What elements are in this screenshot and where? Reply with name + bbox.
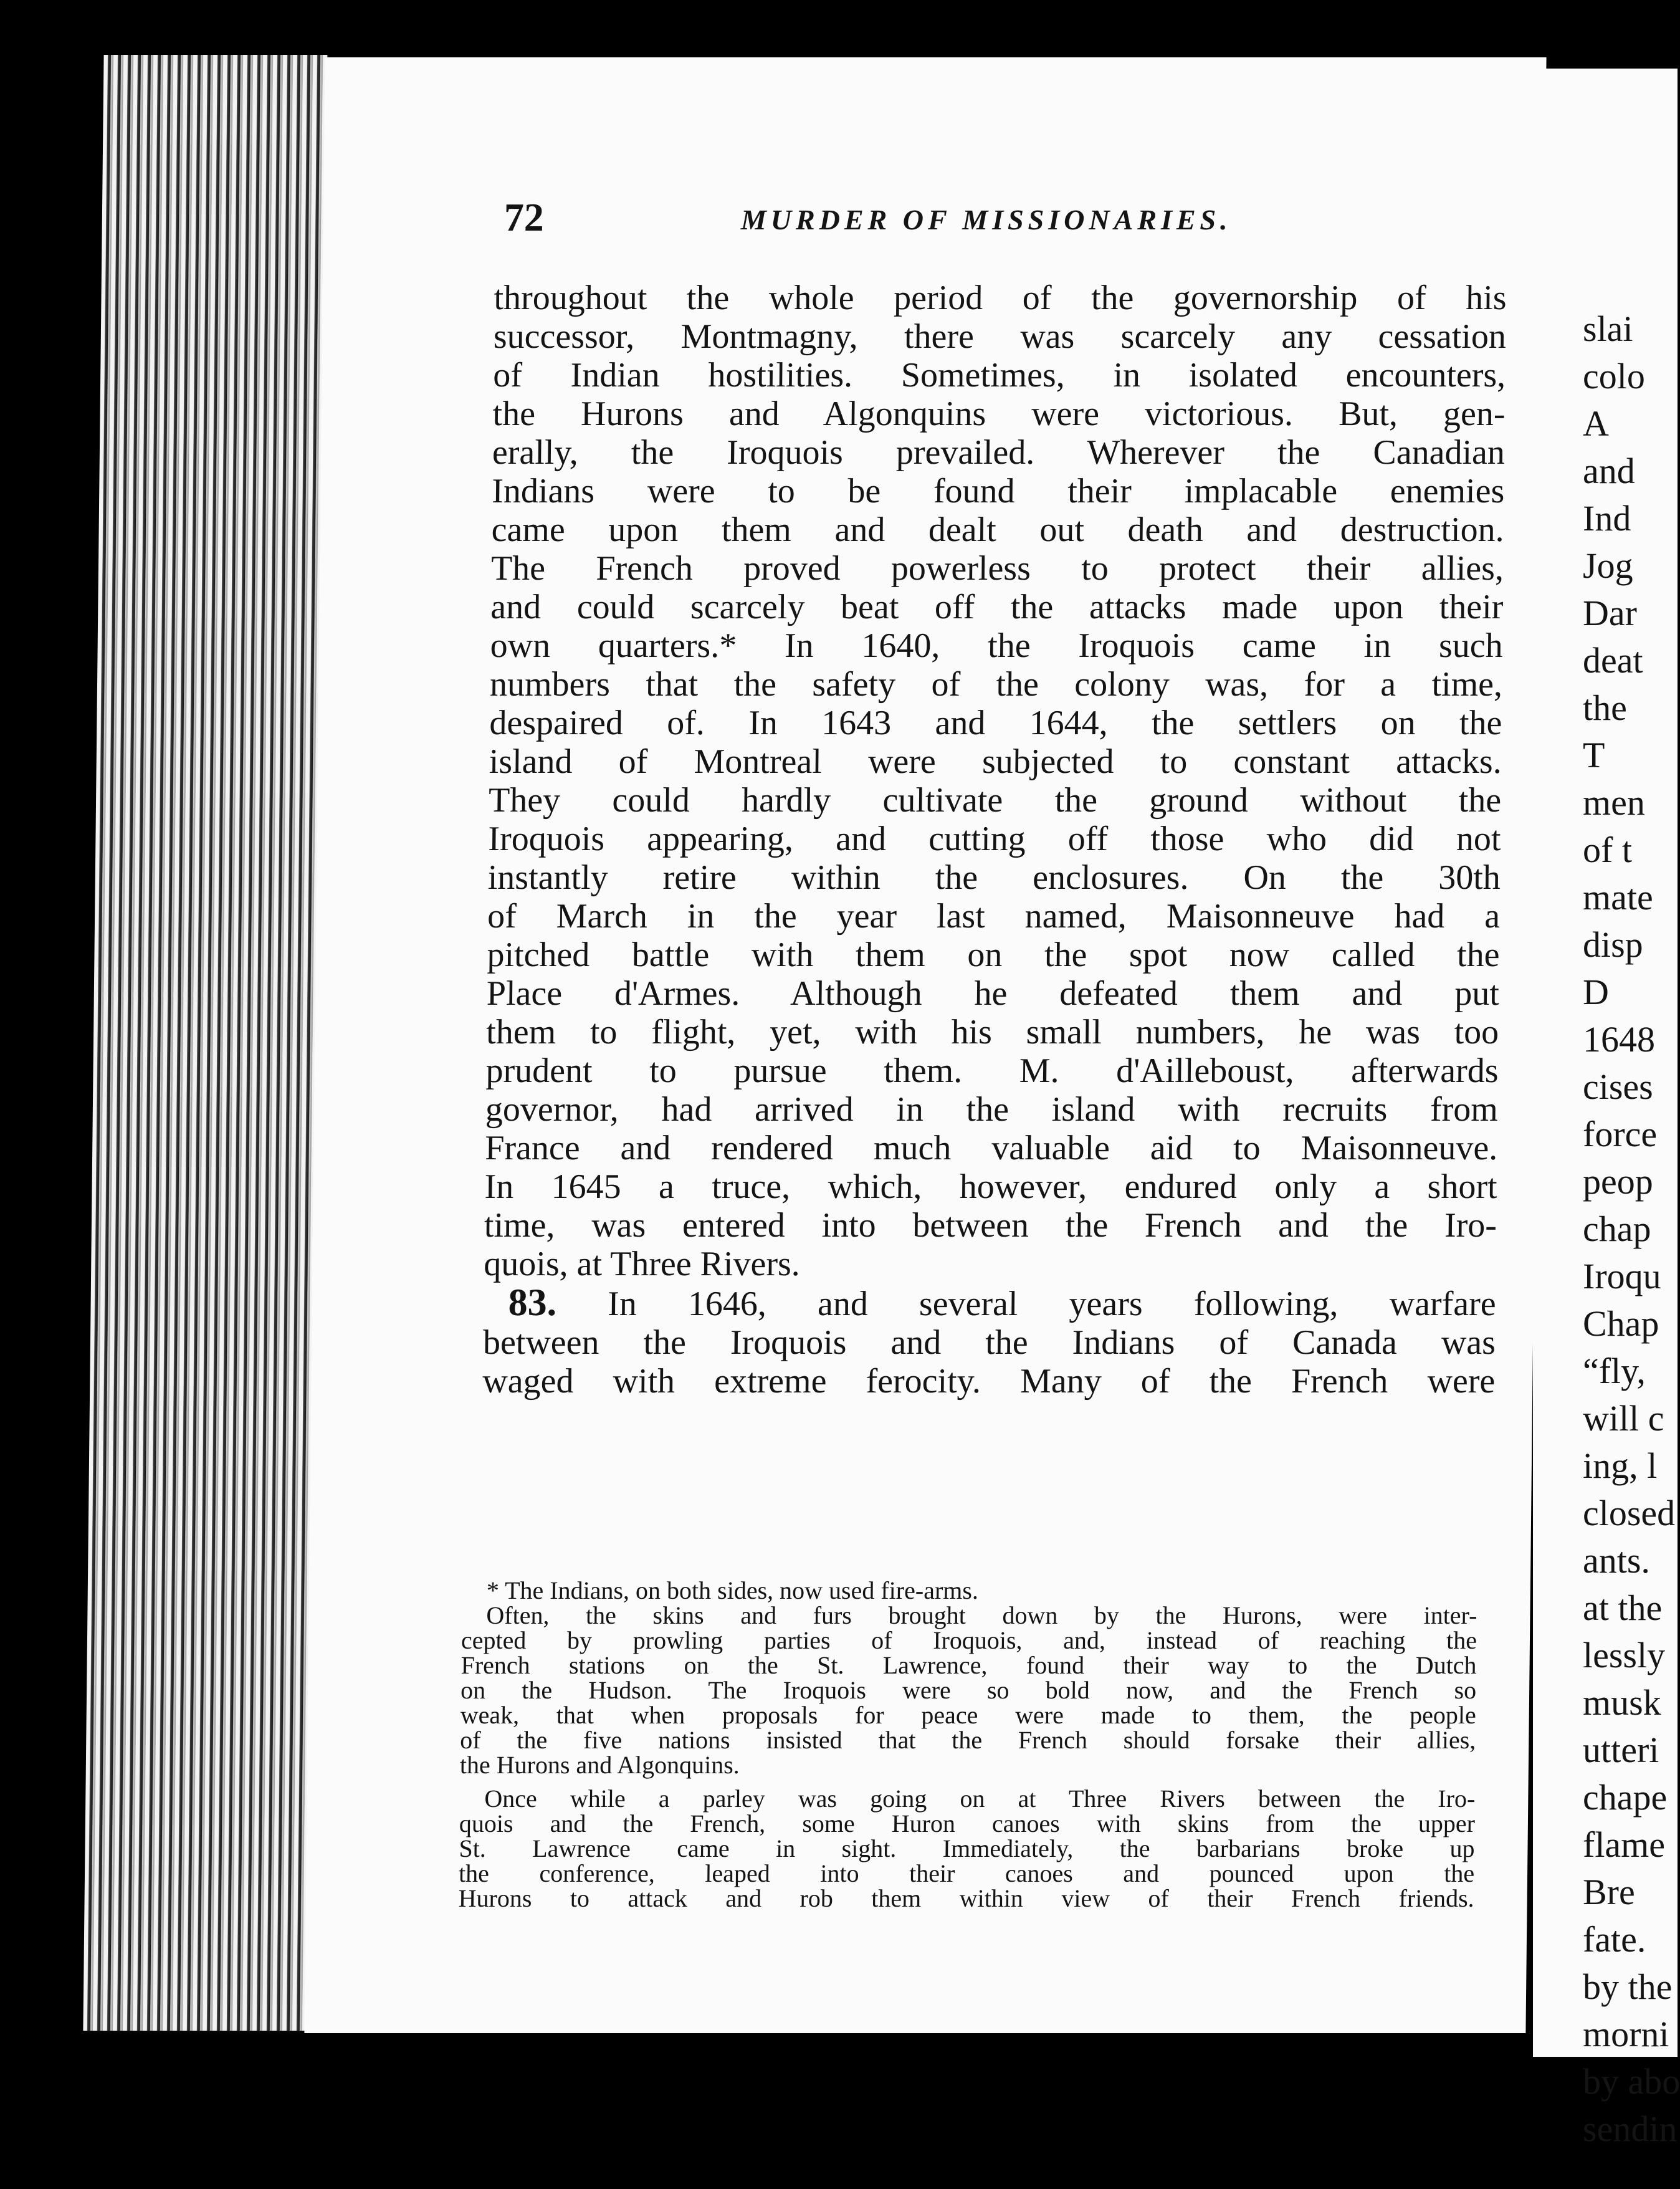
facing-page-line: D <box>1583 972 1609 1012</box>
footnote-line: of the five nations insisted that the French should forsake their allies, <box>460 1726 1476 1754</box>
paragraph-83-first-line <box>483 1283 1496 1323</box>
text-line: numbers that the safety of the colony was, for a time, <box>489 665 1503 704</box>
facing-page-line: Chap <box>1583 1303 1659 1344</box>
text-line: of Indian hostilities. Sometimes, in isolated encounters, <box>492 356 1506 395</box>
text-line: pitched battle with them on the spot now called the <box>487 936 1500 974</box>
text-line: between the Iroquois and the Indians of Canada was <box>482 1323 1496 1362</box>
text-line: the Hurons and Algonquins were victorious. But, gen- <box>492 395 1506 433</box>
footnote-3 <box>458 1786 1475 1911</box>
text-line: own quarters.* In 1640, the Iroquois came in such <box>490 626 1504 665</box>
text-line: In 1645 a truce, which, however, endured only a short <box>484 1167 1497 1206</box>
facing-page-line: Dar <box>1583 593 1637 633</box>
facing-page-line: ing, l <box>1583 1445 1658 1486</box>
text-line: despaired of. In 1643 and 1644, the settlers on the <box>489 704 1502 742</box>
text-line: France and rendered much valuable aid to Maisonneuve. <box>484 1129 1498 1167</box>
text-line: island of Montreal were subjected to constant attacks. <box>489 742 1502 781</box>
text-line: erally, the Iroquois prevailed. Wherever the Canadian <box>492 433 1506 472</box>
facing-page-line: morni <box>1583 2014 1669 2054</box>
text-line: governor, had arrived in the island with recruits from <box>485 1090 1499 1129</box>
facing-page-line: deat <box>1583 640 1643 681</box>
facing-page-line: force <box>1583 1114 1658 1154</box>
footnote-line: the Hurons and Algonquins. <box>459 1751 740 1779</box>
main-text <box>482 279 1507 1401</box>
text-line: Iroquois appearing, and cutting off those who did not <box>488 820 1501 858</box>
facing-page-line: 1648 <box>1583 1019 1655 1060</box>
footnotes <box>458 1578 1477 1911</box>
facing-page-line: cises <box>1583 1066 1653 1107</box>
facing-page-line: the <box>1583 687 1627 728</box>
page-header <box>504 194 1507 251</box>
text-line: throughout the whole period of the governorship of his <box>494 279 1507 317</box>
paragraph-83 <box>482 1283 1496 1401</box>
facing-page-line: chap <box>1583 1209 1651 1249</box>
facing-page-line: sendin <box>1583 2109 1678 2149</box>
text-line: of March in the year last named, Maisonneuve had a <box>487 897 1501 936</box>
facing-page-line: fate. <box>1583 1919 1646 1960</box>
footnote-line: French stations on the St. Lawrence, found their way to the Dutch <box>461 1651 1477 1679</box>
facing-page-line: utteri <box>1583 1730 1659 1770</box>
paragraph-number: 83. <box>508 1281 557 1324</box>
facing-page <box>1533 69 1680 2149</box>
text-line: waged with extreme ferocity. Many of the French were <box>482 1362 1496 1401</box>
facing-page-line: chape <box>1583 1777 1668 1818</box>
footnote-2 <box>460 1603 1477 1778</box>
text-line: Place d'Armes. Although he defeated them and put <box>486 974 1500 1013</box>
text-line: prudent to pursue them. M. d'Ailleboust, afterwards <box>485 1051 1499 1090</box>
footnote-line: on the Hudson. The Iroquois were so bold now, and the French so <box>460 1676 1477 1704</box>
facing-page-line: mate <box>1583 877 1653 917</box>
footnote-line: Hurons to attack and rob them within view of their French friends. <box>458 1884 1474 1912</box>
facing-page-line: at the <box>1583 1588 1663 1628</box>
footnote-line: weak, that when proposals for peace were made to them, the people <box>460 1701 1476 1729</box>
facing-page-line: of t <box>1583 830 1632 870</box>
facing-page-text <box>1533 305 1680 2153</box>
footnote-line: St. Lawrence came in sight. Immediately, the barbarians broke up <box>459 1834 1475 1862</box>
facing-page-line: disp <box>1583 924 1643 965</box>
text-line: Indians were to be found their implacable enemies <box>491 472 1505 510</box>
facing-page-line: Iroqu <box>1583 1256 1661 1296</box>
text-line: quois, at Three Rivers. <box>483 1245 801 1283</box>
facing-page-line: flame <box>1583 1824 1666 1865</box>
running-head: MURDER OF MISSIONARIES. <box>740 204 1232 236</box>
paragraph-82-continued <box>484 279 1507 1283</box>
footnote-line: cepted by prowling parties of Iroquois, and, instead of reaching the <box>461 1626 1477 1654</box>
facing-page-line: “fly, <box>1583 1351 1646 1391</box>
footnote-line: Often, the skins and furs brought down by the Hurons, were inter- <box>486 1601 1477 1629</box>
footnote-line: Once while a parley was going on at Three Rivers between the Iro- <box>484 1784 1476 1813</box>
footnote-line: the conference, leaped into their canoes and pounced upon the <box>458 1859 1475 1887</box>
footnote-line: quois and the French, some Huron canoes with skins from the upper <box>459 1809 1476 1837</box>
facing-page-line: colo <box>1583 356 1645 396</box>
text-line: instantly retire within the enclosures. On the 30th <box>487 858 1501 897</box>
text-line: The French proved powerless to protect their allies, <box>490 549 1504 588</box>
facing-page-line: peop <box>1583 1161 1653 1202</box>
facing-page-line: slai <box>1583 309 1633 349</box>
footnote-1: * The Indians, on both sides, now used fire-arms. <box>486 1576 979 1604</box>
text-line: They could hardly cultivate the ground without the <box>488 781 1502 820</box>
text-line: and could scarcely beat off the attacks made upon their <box>490 588 1504 626</box>
page-number: 72 <box>504 195 545 239</box>
book-page-edges <box>83 55 328 2031</box>
facing-page-line: and <box>1583 451 1635 491</box>
facing-page-line: T <box>1583 735 1605 775</box>
text-line: time, was entered into between the French and the Iro- <box>484 1206 1497 1245</box>
text-line: In 1646, and several years following, warfare <box>607 1285 1496 1323</box>
facing-page-line: men <box>1583 782 1645 823</box>
paragraph-83-lines <box>482 1323 1496 1401</box>
facing-page-line: Ind <box>1583 498 1631 539</box>
facing-page-line: by abo <box>1583 2061 1680 2102</box>
book-page <box>304 57 1546 2033</box>
text-line: successor, Montmagny, there was scarcely any cessation <box>493 317 1507 356</box>
text-line: them to flight, yet, with his small numbers, he was too <box>485 1013 1499 1051</box>
facing-page-line: lessly <box>1583 1635 1666 1675</box>
facing-page-line: Jog <box>1583 545 1633 586</box>
facing-page-line: by the <box>1583 1966 1673 2007</box>
facing-page-line: will c <box>1583 1398 1664 1439</box>
facing-page-line: Bre <box>1583 1872 1635 1912</box>
text-line: came upon them and dealt out death and destruction. <box>491 510 1504 549</box>
facing-page-line: musk <box>1583 1682 1661 1723</box>
facing-page-line: ants. <box>1583 1540 1650 1581</box>
facing-page-line: A <box>1583 403 1609 444</box>
facing-page-line: closed <box>1583 1493 1676 1533</box>
